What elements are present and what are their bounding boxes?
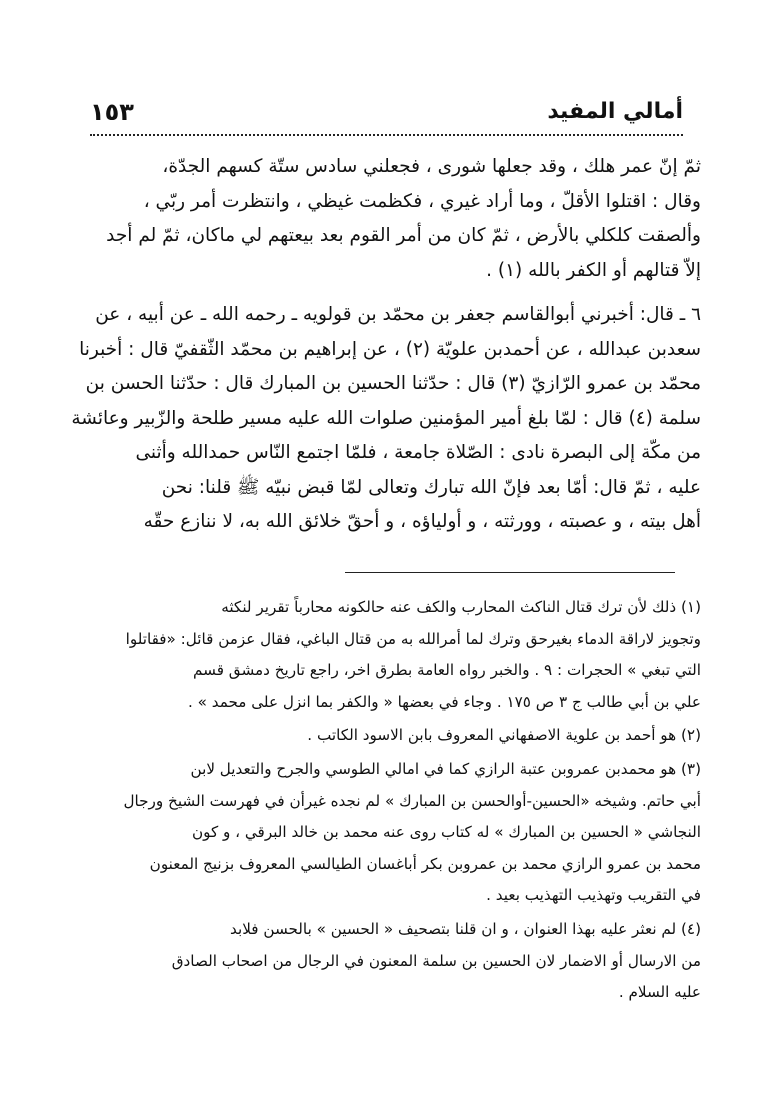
text-line: عليه ، ثمّ قال: أمّا بعد فإنّ الله تبارك وتعالى لمّا قبض نبيّه ﷺ قلنا: نحن — [161, 476, 701, 498]
text-line: سعدبن عبدالله ، عن أحمدبن علويّة (٢) ، عن إبراهيم بن محمّد الثّقفيّ قال : أخبرنا — [79, 338, 701, 360]
footnote-line: من الارسال أو الاضمار لان الحسين بن سلمة المعنون في الرجال من اصحاب الصادق — [171, 951, 701, 970]
footnote-separator — [345, 572, 675, 573]
footnote-line: عليه السلام . — [618, 983, 701, 1002]
footnote-line: محمد بن عمرو الرازي محمد بن عمروبن بكر أباغسان الطيالسي المعروف بزنيج المعنون — [149, 854, 701, 873]
footnote-line: وتجويز لاراقة الدماء بغيرحق وترك لما أمرالله به من قتال الباغي، فقال عزمن قائل: «فقاتلوا — [125, 629, 701, 648]
text-line: محمّد بن عمرو الرّازيّ (٣) قال : حدّثنا الحسين بن المبارك قال : حدّثنا الحسن بن — [85, 373, 701, 394]
text-line: سلمة (٤) قال : لمّا بلغ أمير المؤمنين صلوات الله عليه مسير طلحة والزّبير وعائشة — [71, 407, 701, 429]
page-number: ١٥٣ — [90, 98, 134, 126]
footnote-line: (٤) لم نعثر عليه بهذا العنوان ، و ان قلنا بتصحيف « الحسين » بالحسن فلابد — [230, 919, 701, 938]
text-line: وقال : اقتلوا الأقلّ ، وما أراد غيري ، فكظمت غيظي ، وانتظرت أمر ربّي ، — [143, 190, 701, 212]
footnote-line: (٣) هو محمدبن عمروبن عتبة الرازي كما في امالي الطوسي والجرح والتعديل لابن — [190, 759, 701, 778]
header-dotted-rule — [90, 134, 683, 136]
text-line: ٦ ـ قال: أخبرني أبوالقاسم جعفر بن محمّد بن قولويه ـ رحمه الله ـ عن أبيه ، عن — [95, 304, 701, 325]
text-line: وألصقت كلكلي بالأرض ، ثمّ كان من أمر القوم بعد بيعتهم لي ماكان، ثمّ لم أجد — [106, 225, 701, 246]
footnote-line: أبي حاتم. وشيخه «الحسين-أوالحسن بن المبارك » لم نجده غيرأن في فهرست الشيخ ورجال — [123, 791, 701, 810]
text-line: أهل بيته ، و عصبته ، وورثته ، و أولياؤه ، و أحقّ خلائق الله به، لا ننازع حقّه — [143, 511, 701, 532]
page-title: أمالي المفيد — [547, 99, 683, 124]
main-text — [60, 150, 701, 540]
text-line: من مكّة إلى البصرة نادى : الصّلاة جامعة ، فلمّا اجتمع النّاس حمدالله وأثنى — [135, 442, 701, 463]
footnote-line: علي بن أبي طالب ج ٣ ص ١٧٥ . وجاء في بعضها « والكفر بما انزل على محمد » . — [187, 692, 701, 711]
page-header — [90, 92, 683, 132]
footnote-line: التي تبغي » الحجرات : ٩ . والخبر رواه العامة بطرق اخر، راجع تاريخ دمشق قسم — [193, 661, 701, 680]
text-line: إلاّ قتالهم أو الكفر بالله (١) . — [486, 259, 701, 281]
footnote-line: في التقريب وتهذيب التهذيب بعيد . — [486, 886, 701, 905]
footnotes — [62, 590, 701, 1009]
text-line: ثمّ إنّ عمر هلك ، وقد جعلها شورى ، فجعلني سادس ستّة كسهم الجدّة، — [162, 156, 701, 177]
footnote-line: النجاشي « الحسين بن المبارك » له كتاب روى عنه محمد بن خالد البرقي ، و كون — [191, 823, 701, 842]
footnote-line: (١) ذلك لأن ترك قتال الناكث المحارب والكف عنه حالكونه محارباً تقرير لنكثه — [221, 598, 701, 616]
footnote-line: (٢) هو أحمد بن علوية الاصفهاني المعروف بابن الاسود الكاتب . — [307, 726, 701, 745]
